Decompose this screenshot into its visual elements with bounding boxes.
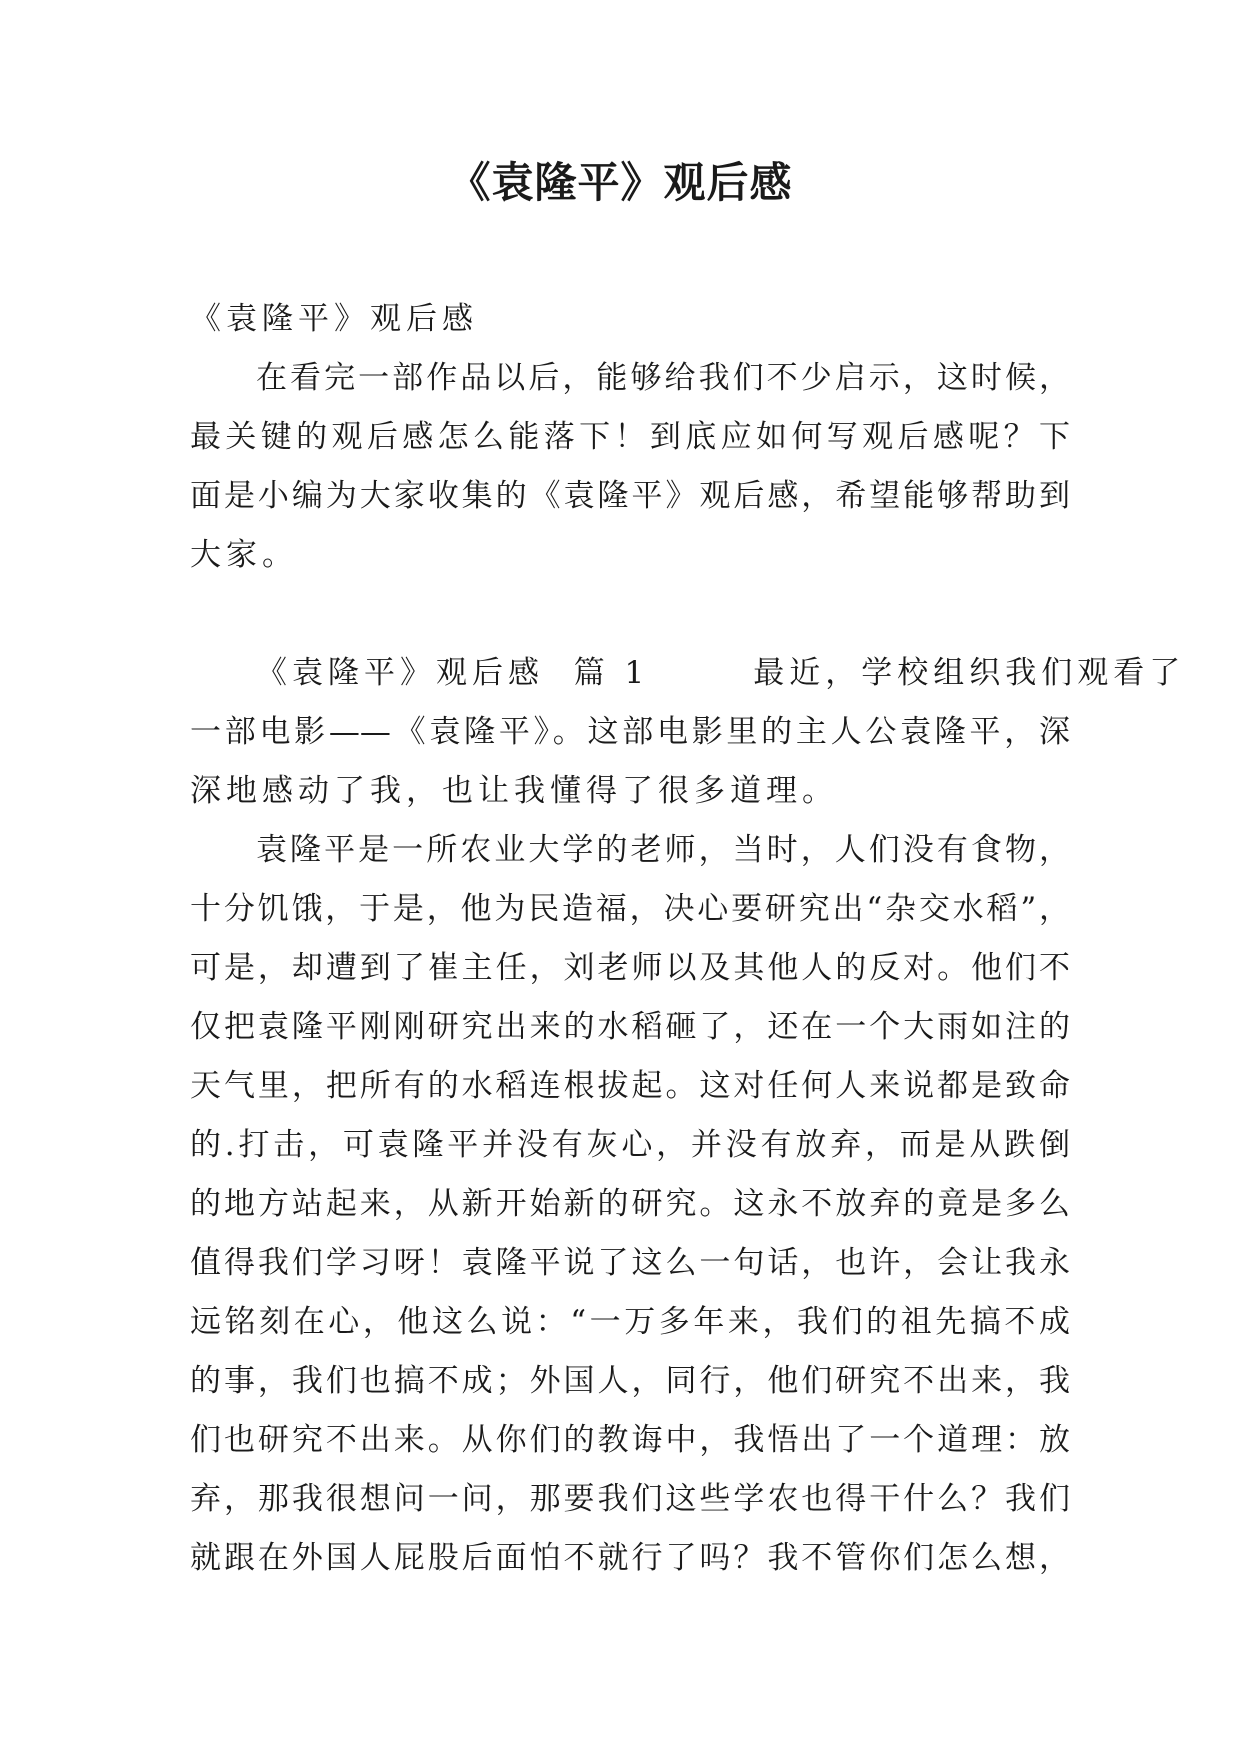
body-line-9: 的地方站起来，从新开始新的研究。这永不放弃的竟是多么 bbox=[190, 1186, 1070, 1222]
body-line-8: 的.打击，可袁隆平并没有灰心，并没有放弃，而是从跌倒 bbox=[190, 1127, 1070, 1163]
body-line-2: 深地感动了我，也让我懂得了很多道理。 bbox=[190, 773, 838, 809]
body-line-1: 一部电影——《袁隆平》。这部电影里的主人公袁隆平，深 bbox=[190, 714, 1070, 750]
intro-line-4: 大家。 bbox=[190, 537, 298, 573]
intro-line-3: 面是小编为大家收集的《袁隆平》观后感，希望能够帮助到 bbox=[190, 478, 1070, 514]
paragraph-gap bbox=[190, 585, 1070, 644]
body-line-4: 十分饥饿，于是，他为民造福，决心要研究出“杂交水稻”， bbox=[190, 891, 1070, 927]
body-line-3: 袁隆平是一所农业大学的老师，当时，人们没有食物， bbox=[256, 832, 1070, 868]
body-line-10: 值得我们学习呀！袁隆平说了这么一句话，也许，会让我永 bbox=[190, 1245, 1070, 1281]
document-body bbox=[190, 290, 1186, 1588]
intro-line-1: 在看完一部作品以后，能够给我们不少启示，这时候， bbox=[256, 360, 1070, 396]
intro-line-2: 最关键的观后感怎么能落下！到底应如何写观后感呢？下 bbox=[190, 419, 1070, 455]
body-line-11: 远铭刻在心，他这么说：“一万多年来，我们的祖先搞不成 bbox=[190, 1304, 1070, 1340]
body-line-12: 的事，我们也搞不成；外国人，同行，他们研究不出来，我 bbox=[190, 1363, 1070, 1399]
body-line-14: 弃，那我很想问一问，那要我们这些学农也得干什么？我们 bbox=[190, 1481, 1070, 1517]
document-title: 《袁隆平》观后感 bbox=[448, 158, 793, 207]
body-line-6: 仅把袁隆平刚刚研究出来的水稻砸了，还在一个大雨如注的 bbox=[190, 1009, 1070, 1045]
body-line-7: 天气里，把所有的水稻连根拔起。这对任何人来说都是致命 bbox=[190, 1068, 1070, 1104]
body-line-15: 就跟在外国人屁股后面怕不就行了吗？我不管你们怎么想， bbox=[190, 1540, 1070, 1576]
section-heading-line: 《袁隆平》观后感 篇 1 最近，学校组织我们观看了 bbox=[256, 655, 1186, 691]
body-line-13: 们也研究不出来。从你们的教诲中，我悟出了一个道理：放 bbox=[190, 1422, 1070, 1458]
subtitle-line: 《袁隆平》观后感 bbox=[190, 301, 478, 337]
body-line-5: 可是，却遭到了崔主任，刘老师以及其他人的反对。他们不 bbox=[190, 950, 1070, 986]
